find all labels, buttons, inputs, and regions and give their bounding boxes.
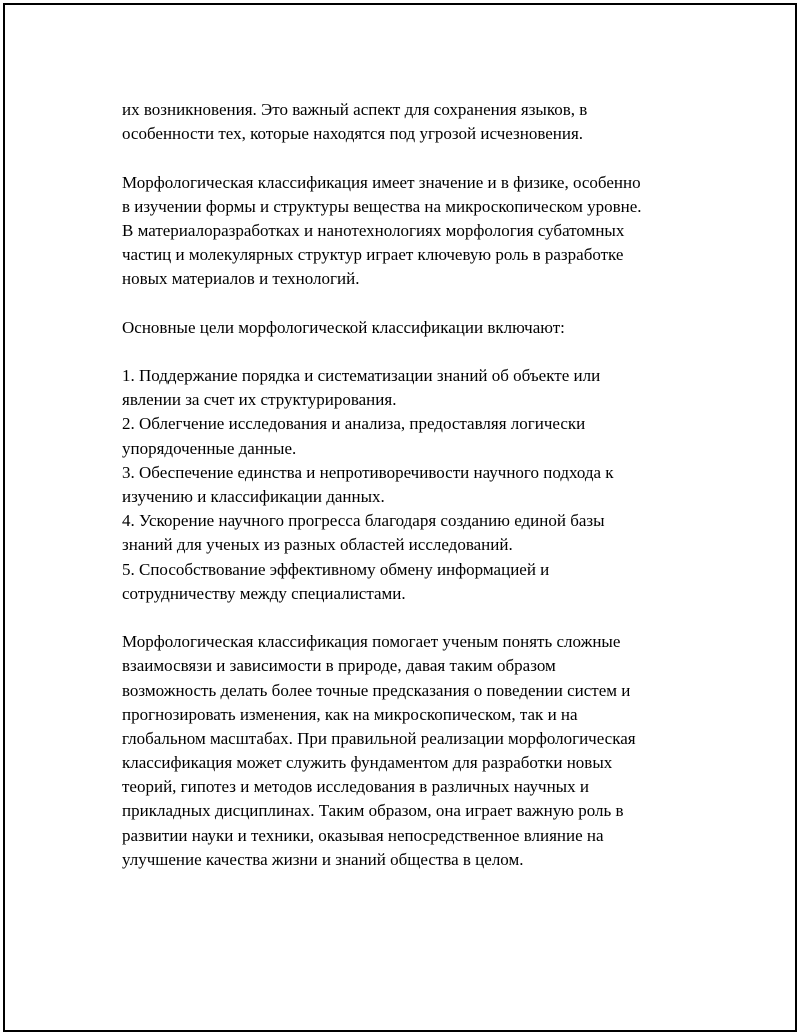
text-line: классификация может служить фундаментом для разработки новых (122, 753, 613, 773)
paragraph-spacer (122, 606, 722, 630)
text-line: Морфологическая классификация имеет значение и в физике, особенно (122, 172, 641, 192)
list-item-line: явлении за счет их структурирования. (122, 390, 397, 410)
text-line: в изучении формы и структуры вещества на микроскопическом уровне. (122, 196, 642, 216)
text-line: теорий, гипотез и методов исследования в различных научных и (122, 777, 589, 797)
text-line: особенности тех, которые находятся под угрозой исчезновения. (122, 124, 584, 144)
text-line: улучшение качества жизни и знаний общества в целом. (122, 849, 524, 869)
goals-list (122, 364, 722, 606)
paragraph-spacer (122, 340, 722, 364)
list-item-line: 4. Ускорение научного прогресса благодаря созданию единой базы (122, 511, 605, 531)
text-line: частиц и молекулярных структур играет ключевую роль в разработке (122, 245, 624, 265)
paragraph-physics (122, 171, 722, 292)
document-body (122, 98, 722, 872)
text-line: глобальном масштабах. При правильной реализации морфологическая (122, 728, 636, 748)
paragraph-spacer (122, 292, 722, 316)
list-item-line: упорядоченные данные. (122, 438, 297, 458)
list-item-line: 2. Облегчение исследования и анализа, предоставляя логически (122, 414, 586, 434)
paragraph-intro-continuation (122, 98, 722, 146)
list-item-line: изучению и классификации данных. (122, 487, 385, 506)
page-frame (3, 3, 797, 1032)
paragraph-goals-heading (122, 316, 722, 340)
list-item-line: 3. Обеспечение единства и непротиворечивости научного подхода к (122, 462, 614, 482)
list-item-line: сотрудничеству между специалистами. (122, 583, 406, 603)
text-line: прогнозировать изменения, как на микроскопическом, так и на (122, 704, 578, 724)
text-line: развитии науки и техники, оказывая непосредственное влияние на (122, 825, 604, 845)
text-line: их возникновения. Это важный аспект для сохранения языков, в (122, 100, 588, 119)
text-line: взаимосвязи и зависимости в природе, давая таким образом (122, 656, 556, 676)
text-line: новых материалов и технологий. (122, 269, 360, 289)
list-item-line: знаний для ученых из разных областей исследований. (122, 535, 513, 555)
text-line: прикладных дисциплинах. Таким образом, она играет важную роль в (122, 801, 624, 821)
list-item-line: 1. Поддержание порядка и систематизации знаний об объекте или (122, 366, 601, 386)
text-line: Морфологическая классификация помогает ученым понять сложные (122, 632, 621, 652)
paragraph-conclusion (122, 630, 722, 872)
text-line: В материалоразработках и нанотехнологиях морфология субатомных (122, 220, 625, 240)
text-line: Основные цели морфологической классификации включают: (122, 317, 565, 337)
text-line: возможность делать более точные предсказания о поведении систем и (122, 680, 631, 700)
list-item-line: 5. Способствование эффективному обмену информацией и (122, 559, 550, 579)
paragraph-spacer (122, 146, 722, 170)
